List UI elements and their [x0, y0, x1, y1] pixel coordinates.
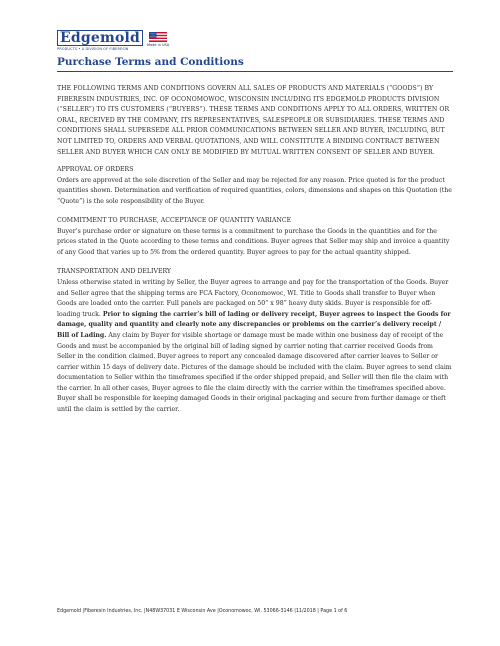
logo-tagline: PRODUCTS • A DIVISION OF FIBERESIN — [57, 47, 129, 51]
section-body-approval: Orders are approved at the sole discretion of the Seller and may be rejected for any reason. Price quoted is for the product quantities shown. Determination and verification of required quantities, colors, dimensions and shapes on this Quotation (the “Quote”) is the sole responsibility of the Buyer. — [57, 176, 452, 205]
made-in-usa-badge — [147, 32, 169, 47]
transportation-text-part-1: Unless otherwise stated in writing by Seller, the Buyer agrees to arrange and pay for the transportation of the Goods. Buyer and Seller agree that the shipping terms are FCA Factory, Oconomowoc, WI. Title to Goods shall transfer to Buyer when Goods are loaded onto the carrier. Full panels are packaged on 50” x 98” heavy duty skids. Buyer is responsible for off-loading truck. — [57, 278, 449, 318]
document-body — [57, 84, 452, 425]
section-body-transportation — [57, 278, 452, 416]
document-title: Purchase Terms and Conditions — [57, 56, 244, 68]
section-body-commitment: Buyer’s purchase order or signature on these terms is a commitment to purchase the Goods in the quantities and for the prices stated in the Quote according to these terms and conditions. Buyer agrees that Seller may ship and invoice a quantity of any Good that varies up to 5% from the ordered quantity. Buyer agrees to pay for the actual quantity shipped. — [57, 227, 450, 256]
section-heading-transportation: TRANSPORTATION AND DELIVERY — [57, 268, 172, 276]
transportation-text-part-2: Any claim by Buyer for visible shortage or damage must be made within one business day of receipt of the Goods and must be accompanied by the original bill of lading signed by carrier noting that carrier received Goods from Seller in the condition claimed. Buyer agrees to report any concealed damage discovered after carrier leaves to Seller or carrier within 15 days of delivery date. Pictures of the damage should be included with the claim. Buyer agrees to send claim documentation to Seller within the timeframes specified if the order shipped prepaid, and Seller will then file the claim with the carrier. In all other cases, Buyer agrees to file the claim directly with the carrier within the timeframes specified above. Buyer shall be responsible for keeping damaged Goods in their original packaging and secure from further damage or theft until the claim is settled by the carrier. — [57, 331, 452, 414]
page-footer: Edgemold |Fiberesin Industries, Inc. |N48W37031 E Wisconsin Ave |Oconomowoc, WI. 53066-3146 |11/2018 | Page 1 of 6 — [57, 609, 348, 614]
header — [57, 30, 169, 51]
us-flag-icon — [149, 32, 167, 42]
section-heading-approval: APPROVAL OF ORDERS — [57, 166, 134, 174]
made-in-usa-label: Made in USA — [147, 43, 170, 47]
edgemold-logo — [57, 30, 143, 51]
transportation-bold-notice: Prior to signing the carrier’s bill of lading or delivery receipt, Buyer agrees to inspect the Goods for damage, quality and quantity and clearly note any discrepancies or problems on the carrier’s delivery receipt / Bill of Lading. — [57, 310, 451, 339]
logo-wordmark: Edgemold — [57, 30, 143, 46]
section-heading-commitment: COMMITMENT TO PURCHASE, ACCEPTANCE OF QUANTITY VARIANCE — [57, 216, 292, 224]
title-divider — [57, 71, 453, 72]
intro-paragraph: THE FOLLOWING TERMS AND CONDITIONS GOVERN ALL SALES OF PRODUCTS AND MATERIALS (“GOODS”) BY FIBERESIN INDUSTRIES, INC. OF OCONOMOWOC, WISCONSIN INCLUDING ITS EDGEMOLD PRODUCTS DIVISION (“SELLER”) TO ITS CUSTOMERS (“BUYERS”). THESE TERMS AND CONDITIONS APPLY TO ALL ORDERS, WRITTEN OR ORAL, RECEIVED BY THE COMPANY, ITS REPRESENTATIVES, SALESPEOPLE OR SUBSIDIARIES. THESE TERMS AND CONDITIONS SHALL SUPERSEDE ALL PRIOR COMMUNICATIONS BETWEEN SELLER AND BUYER, INCLUDING, BUT NOT LIMITED TO, ORDERS AND VERBAL QUOTATIONS, AND WILL CONSTITUTE A BINDING CONTRACT BETWEEN SELLER AND BUYER WHICH CAN ONLY BE MODIFIED BY MUTUAL WRITTEN CONSENT OF SELLER AND BUYER. — [57, 85, 450, 156]
